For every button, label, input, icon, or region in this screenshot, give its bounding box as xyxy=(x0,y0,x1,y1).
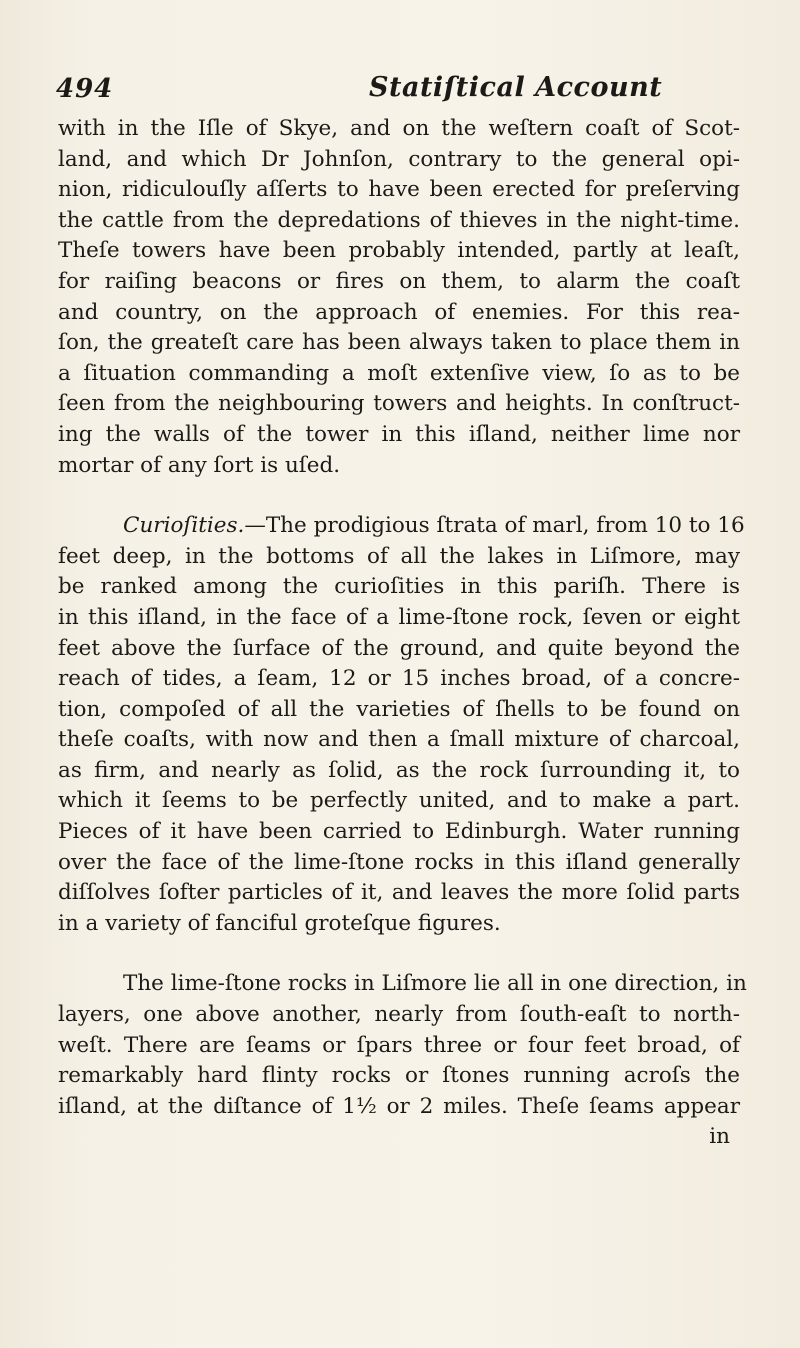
section-heading: Curioſities. xyxy=(123,513,245,539)
catchword: in xyxy=(709,1124,730,1150)
text-line: Theſe towers have been probably intended, partly at leaſt, xyxy=(58,238,740,264)
text-line: mortar of any ſort is uſed. xyxy=(58,452,341,478)
text-line: ing the walls of the tower in this iſland, neither lime nor xyxy=(58,421,740,447)
paragraph-spacer xyxy=(58,939,740,969)
text-line: be ranked among the curioſities in this pariſh. There is xyxy=(58,574,740,600)
text-line: feet above the ſurface of the ground, and quite beyond the xyxy=(58,635,740,661)
text-line: ſon, the greateſt care has been always taken to place them in xyxy=(58,330,740,356)
body-text xyxy=(58,114,747,1153)
text-line: weſt. There are ſeams or ſpars three or four feet broad, of xyxy=(58,1032,740,1058)
text-line: The lime-ſtone rocks in Liſmore lie all in one direction, in xyxy=(123,971,747,997)
text-line: theſe coaſts, with now and then a ſmall mixture of charcoal, xyxy=(58,727,740,753)
text-line: ſeen from the neighbouring towers and heights. In conſtruct- xyxy=(58,391,740,417)
text-line: which it ſeems to be perfectly united, and to make a part. xyxy=(58,788,740,814)
text-line: feet deep, in the bottoms of all the lakes in Liſmore, may xyxy=(58,543,740,569)
text-line: tion, compoſed of all the varieties of ſhells to be found on xyxy=(58,696,740,722)
text-line: over the face of the lime-ſtone rocks in this iſland generally xyxy=(58,849,740,875)
page-header xyxy=(56,74,756,114)
text-line: in this iſland, in the face of a lime-ſtone rock, ſeven or eight xyxy=(58,604,740,630)
text-line: Pieces of it have been carried to Edinburgh. Water running xyxy=(58,819,740,845)
text-line: with in the Iſle of Skye, and on the weſtern coaſt of Scot- xyxy=(58,116,740,141)
paragraph-spacer xyxy=(58,481,740,511)
text-line xyxy=(58,511,745,542)
text-run: —The prodigious ſtrata of marl, from 10 to 16 xyxy=(244,513,745,539)
text-line: layers, one above another, nearly from ſouth-eaſt to north- xyxy=(58,1002,740,1028)
text-line: remarkably hard flinty rocks or ſtones running acroſs the xyxy=(58,1063,740,1089)
paragraph-limestone xyxy=(58,969,747,1153)
text-line: iſland, at the diſtance of 1½ or 2 miles. Theſe ſeams appear xyxy=(58,1093,740,1119)
page-number: 494 xyxy=(56,74,114,104)
text-line: and country, on the approach of enemies. For this rea- xyxy=(58,299,740,325)
running-title: Statiſtical Account xyxy=(369,72,663,103)
text-line: land, and which Dr Johnſon, contrary to the general opi- xyxy=(58,146,740,172)
paragraph-towers xyxy=(58,114,740,481)
text-line: reach of tides, a ſeam, 12 or 15 inches broad, of a concre- xyxy=(58,666,740,692)
text-line: a ſituation commanding a moſt extenſive view, ſo as to be xyxy=(58,360,740,386)
text-line: nion, ridiculouſly aſſerts to have been erected for preſerving xyxy=(58,177,740,203)
paragraph-curiosities xyxy=(58,511,745,939)
text-line: in a variety of fanciful groteſque figures. xyxy=(58,910,501,936)
text-line: as firm, and nearly as ſolid, as the rock ſurrounding it, to xyxy=(58,757,740,783)
text-line: diſſolves ſofter particles of it, and leaves the more ſolid parts xyxy=(58,880,740,906)
text-line: for raiſing beacons or fires on them, to alarm the coaſt xyxy=(58,268,740,294)
text-line: the cattle from the depredations of thieves in the night-time. xyxy=(58,207,740,233)
